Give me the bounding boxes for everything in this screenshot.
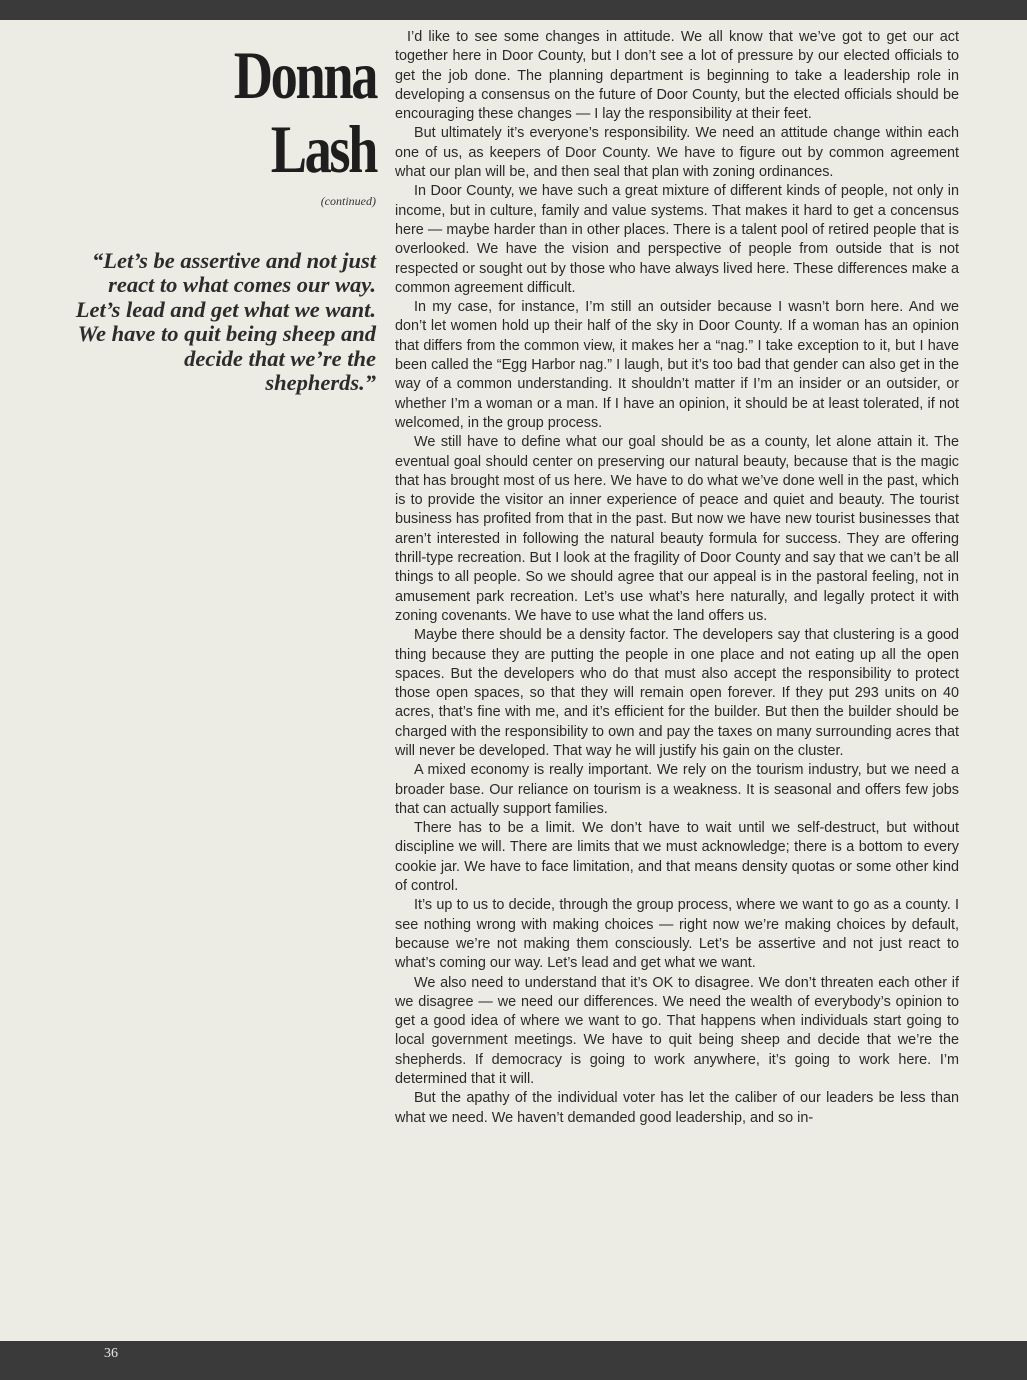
paragraph: In Door County, we have such a great mixture of different kinds of people, not only in income, but in culture, family and value systems. That makes it hard to get a concensus here — maybe harder than in other places. There is a talent pool of retired people that is overlooked. We have the vision and perspective of people from outside that is not respected or sought out by those who have always lived here. These differences make a common agreement difficult.	[395, 183, 959, 296]
paragraph: A mixed economy is really important. We rely on the tourism industry, but we need a broader base. Our reliance on tourism is a weakness. It is seasonal and offers few jobs that can actually support families.	[395, 762, 959, 817]
paragraph: But the apathy of the individual voter has let the caliber of our leaders be less than what we need. We haven’t demanded good leadership, and so in-	[395, 1090, 959, 1126]
paragraph: I’d like to see some changes in attitude. We all know that we’ve got to get our act together here in Door County, but I don’t see a lot of pressure by our elected officials to get the job done. The planning department is beginning to take a leadership role in developing a consensus on the future of Door County, but the elected officials should be encouraging these changes — I lay the responsibility at their feet.	[395, 29, 959, 123]
paragraph: Maybe there should be a density factor. The developers say that clustering is a good thing because they are putting the people in one place and not eating up all the open spaces. But the developers who do that must also accept the responsibility to protect those open spaces, so that they will remain open forever. If they put 293 units on 40 acres, that’s fine with me, and it’s efficient for the builder. But then the builder should be charged with the responsibility to own and pay the taxes on many surrounding acres that will never be developed. That way he will justify his gain on the cluster.	[395, 627, 959, 759]
article-title: Donna Lash	[233, 37, 376, 187]
paragraph: It’s up to us to decide, through the group process, where we want to go as a county. I see nothing wrong with making choices — right now we’re making choices by default, because we’re not making them consciously. Let’s be assertive and not just react to what’s coming our way. Let’s lead and get what we want.	[395, 897, 959, 972]
paragraph: There has to be a limit. We don’t have to wait until we self-destruct, but without discipline we will. There are limits that we must acknowledge; there is a bottom to every cookie jar. We have to face limitation, and that means density quotas or some other kind of control.	[395, 820, 959, 895]
paragraph: In my case, for instance, I’m still an outsider because I wasn’t born here. And we don’t let women hold up their half of the sky in Door County. If a woman has an opinion that differs from the common view, it makes her a “nag.” I take exception to it, but I have been called the “Egg Harbor nag.” I laugh, but it’s too bad that gender can also get in the way of a common understanding. It shouldn’t matter if I’m an insider or an outsider, or whether I’m a woman or a man. If I have an opinion, it should be at least tolerated, if not welcomed, in the group process.	[395, 299, 959, 431]
pull-quote: “Let’s be assertive and not just react to what comes our way. Let’s lead and get what we want. We have to quit being sheep and decide that we’re the shepherds.”	[75, 248, 376, 396]
bottom-band	[0, 1341, 1027, 1380]
continued-label: (continued)	[320, 194, 376, 208]
page-number: 36	[104, 1346, 118, 1361]
top-band	[0, 0, 1027, 20]
article-body	[395, 28, 959, 1318]
paragraph: We still have to define what our goal should be as a county, let alone attain it. The eventual goal should center on preserving our natural beauty, because that is the magic that has brought most of us here. We have to do what we’ve done well in the past, which is to provide the visitor an inner experience of peace and quiet and beauty. The tourist business has profited from that in the past. But now we have new tourist businesses that aren’t interested in following the natural beauty formula for success. They are offering thrill-type recreation. But I look at the fragility of Door County and say that we can’t be all things to all people. So we should agree that our appeal is in the pastoral feeling, not in amusement park recreation. Let’s use what’s here naturally, and legally protect it with zoning covenants. We have to use what the land offers us.	[395, 434, 959, 624]
paragraph: But ultimately it’s everyone’s responsibility. We need an attitude change within each one of us, as keepers of Door County. We have to figure out by common agreement what our plan will be, and then seal that plan with zoning ordinances.	[395, 125, 959, 181]
paragraph: We also need to understand that it’s OK to disagree. We don’t threaten each other if we disagree — we need our differences. We need the wealth of everybody’s opinion to get a good idea of where we want to go. That happens when individuals start going to local government meetings. We have to quit being sheep and decide that we’re the shepherds. If democracy is going to work anywhere, it’s going to work here. I’m determined that it will.	[395, 974, 959, 1088]
sidebar	[70, 38, 376, 395]
